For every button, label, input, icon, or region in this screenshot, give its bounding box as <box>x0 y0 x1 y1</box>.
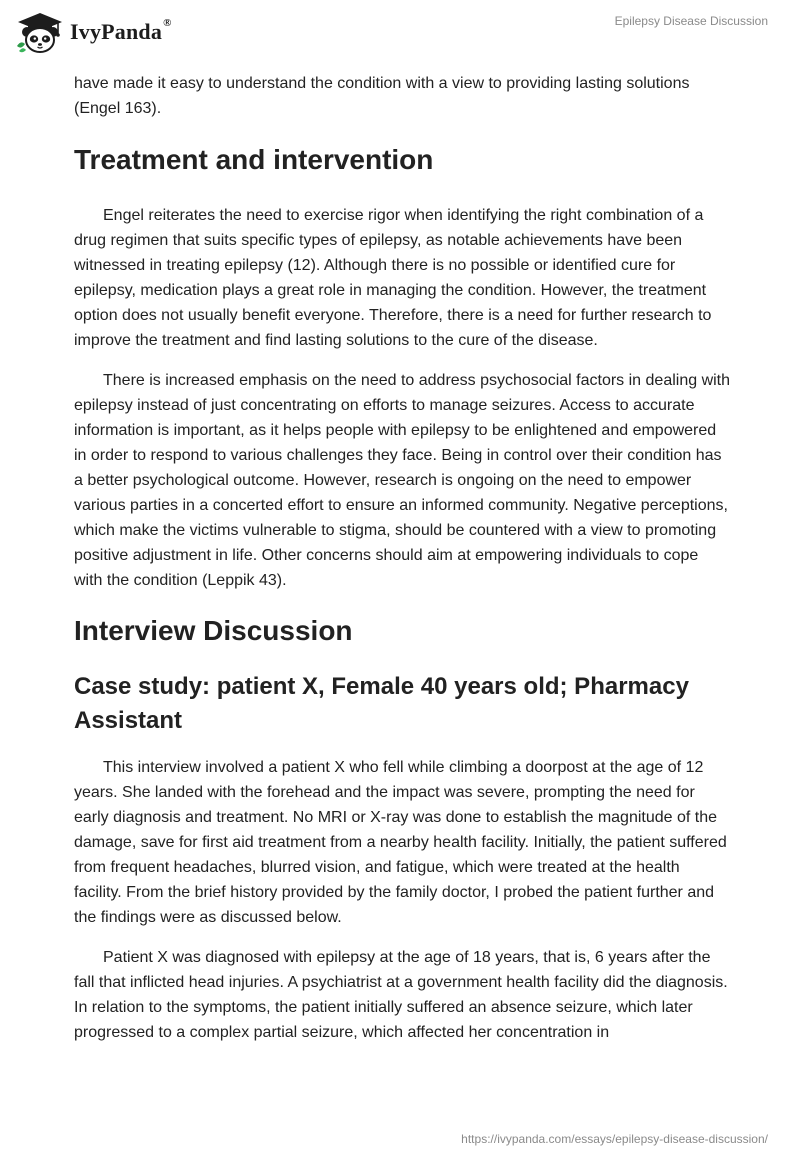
paragraph-interview-1: This interview involved a patient X who fell while climbing a doorpost at the age of 12 years. She landed with the forehead and the impact was severe, prompting the need for early diagnosis and treatment. No MRI or X-ray was done to establish the magnitude of the damage, save for first aid treatment from a nearby health facility. Initially, the patient suffered from frequent headaches, blurred vision, and fatigue, which were treated at the health facility. From the brief history provided by the family doctor, I probed the patient further and the findings were as discussed below. <box>74 759 727 926</box>
heading-interview: Interview Discussion <box>74 615 353 646</box>
heading-treatment: Treatment and intervention <box>74 144 434 175</box>
panda-graduate-icon <box>14 10 66 54</box>
paragraph-treatment-1: Engel reiterates the need to exercise rigor when identifying the right combination of a drug regimen that suits specific types of epilepsy, as notable achievements have been witnessed in treating epilepsy (12). Although there is no possible or identified cure for epilepsy, medication plays a great role in managing the condition. However, the treatment option does not usually benefit everyone. Therefore, there is a need for further research to improve the treatment and find lasting solutions to the cure of the disease. <box>74 207 712 349</box>
intro-continuation: have made it easy to understand the condition with a view to providing lasting solutions (Engel 163). <box>74 75 690 117</box>
page-header <box>0 0 800 64</box>
subheading-case-study: Case study: patient X, Female 40 years old; Pharmacy Assistant <box>74 673 689 734</box>
brand-name: IvyPanda® <box>70 17 172 44</box>
ivypanda-logo[interactable] <box>14 10 172 54</box>
paragraph-interview-2: Patient X was diagnosed with epilepsy at the age of 18 years, that is, 6 years after the fall that inflicted head injuries. A psychiatrist at a government health facility did the diagnosis. In relation to the symptoms, the patient initially suffered an absence seizure, which later progressed to a complex partial seizure, which affected her concentration in <box>74 949 728 1041</box>
registered-mark: ® <box>163 17 172 29</box>
source-url-link[interactable]: https://ivypanda.com/essays/epilepsy-disease-discussion/ <box>461 1132 768 1146</box>
paragraph-treatment-2: There is increased emphasis on the need to address psychosocial factors in dealing with epilepsy instead of just concentrating on efforts to manage seizures. Access to accurate information is important, as it helps people with epilepsy to be enlightened and empowered in order to respond to various challenges they face. Being in control over their condition has a better psychological outcome. However, research is ongoing on the need to empower various parties in a concerted effort to ensure an informed community. Negative perceptions, which make the victims vulnerable to stigma, should be countered with a view to promoting positive adjustment in life. Other concerns should aim at empowering individuals to cope with the condition (Leppik 43). <box>74 372 731 589</box>
document-title: Epilepsy Disease Discussion <box>614 14 768 28</box>
article-body <box>74 71 730 1045</box>
